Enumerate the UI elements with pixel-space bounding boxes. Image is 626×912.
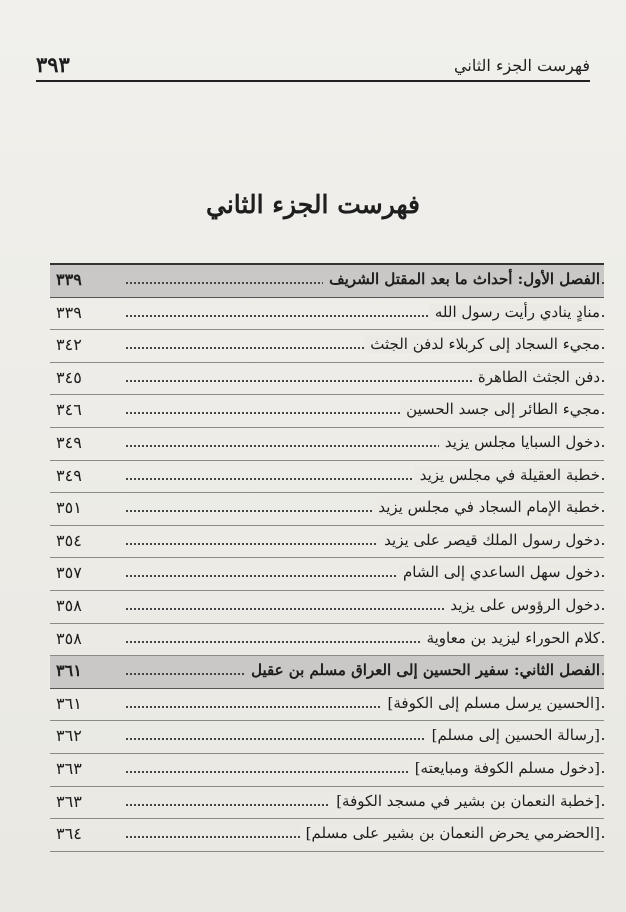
entry-title: مجيء الطائر إلى جسد الحسين	[400, 400, 600, 418]
entry-title: كلام الحوراء ليزيد بن معاوية	[421, 629, 600, 647]
entry-title: [رسالة الحسين إلى مسلم]	[426, 726, 600, 744]
index-title: فهرست الجزء الثاني	[206, 190, 420, 219]
toc-entry-row	[50, 461, 604, 494]
entry-page-number: ٣٦٣	[56, 791, 82, 811]
chapter-heading-row	[50, 265, 604, 298]
toc-entry-row	[50, 754, 604, 787]
toc-entry-row	[50, 363, 604, 396]
running-header	[36, 52, 590, 82]
entry-title: خطبة العقيلة في مجلس يزيد	[414, 466, 600, 484]
toc-entry-row	[50, 395, 604, 428]
toc-entry-row	[50, 428, 604, 461]
entry-page-number: ٣٥٨	[56, 595, 82, 615]
entry-title: [الحسين يرسل مسلم إلى الكوفة]	[382, 694, 601, 712]
entry-title: منادٍ ينادي رأيت رسول الله	[429, 303, 600, 321]
entry-page-number: ٣٤٩	[56, 432, 82, 452]
entry-page-number: ٣٥١	[56, 498, 82, 518]
toc-entry-row	[50, 689, 604, 722]
toc-entry-row	[50, 591, 604, 624]
toc-entry-row	[50, 526, 604, 559]
entry-page-number: ٣٣٩	[56, 270, 82, 289]
entry-page-number: ٣٥٤	[56, 530, 82, 550]
chapter-heading-row	[50, 656, 604, 689]
entry-page-number: ٣٦١	[56, 661, 82, 681]
entry-page-number: ٣٤٩	[56, 465, 82, 485]
entry-title: [دخول مسلم الكوفة ومبايعته]	[409, 759, 600, 777]
entry-page-number: ٣٤٦	[56, 400, 82, 420]
toc-entry-row	[50, 558, 604, 591]
toc-entry-row	[50, 624, 604, 657]
entry-title: دخول سهل الساعدي إلى الشام	[397, 563, 600, 581]
entry-title: دخول رسول الملك قيصر على يزيد	[378, 531, 600, 549]
entry-title: الفصل الأول: أحداث ما بعد المقتل الشريف	[323, 270, 600, 288]
toc-entry-row	[50, 787, 604, 820]
entry-title: مجيء السجاد إلى كربلاء لدفن الجثث	[364, 335, 600, 353]
entry-title: دفن الجثث الطاهرة	[472, 368, 600, 386]
running-title: فهرست الجزء الثاني	[454, 56, 590, 75]
entry-title: خطبة الإمام السجاد في مجلس يزيد	[372, 498, 600, 516]
toc-entry-row	[50, 330, 604, 363]
entry-title: الفصل الثاني: سفير الحسين إلى العراق مسلم بن عقيل	[245, 661, 600, 679]
entry-page-number: ٣٦٣	[56, 758, 82, 778]
entry-page-number: ٣٤٥	[56, 367, 82, 387]
entry-page-number: ٣٦٤	[56, 824, 82, 844]
toc-entry-row	[50, 819, 604, 852]
entry-title: [الحضرمي يحرض النعمان بن بشير على مسلم]	[300, 824, 600, 842]
page-number: ٣٩٣	[36, 52, 70, 77]
entry-page-number: ٣٥٨	[56, 628, 82, 648]
toc-entry-row	[50, 298, 604, 331]
entry-page-number: ٣٦٢	[56, 726, 82, 746]
entry-page-number: ٣٦١	[56, 693, 82, 713]
entry-page-number: ٣٤٢	[56, 335, 82, 355]
entry-title: [خطبة النعمان بن بشير في مسجد الكوفة]	[330, 792, 600, 810]
entry-page-number: ٣٣٩	[56, 302, 82, 322]
entry-title: دخول السبايا مجلس يزيد	[439, 433, 600, 451]
table-of-contents	[50, 263, 604, 852]
toc-entry-row	[50, 721, 604, 754]
entry-title: دخول الرؤوس على يزيد	[444, 596, 600, 614]
entry-page-number: ٣٥٧	[56, 563, 82, 583]
toc-entry-row	[50, 493, 604, 526]
